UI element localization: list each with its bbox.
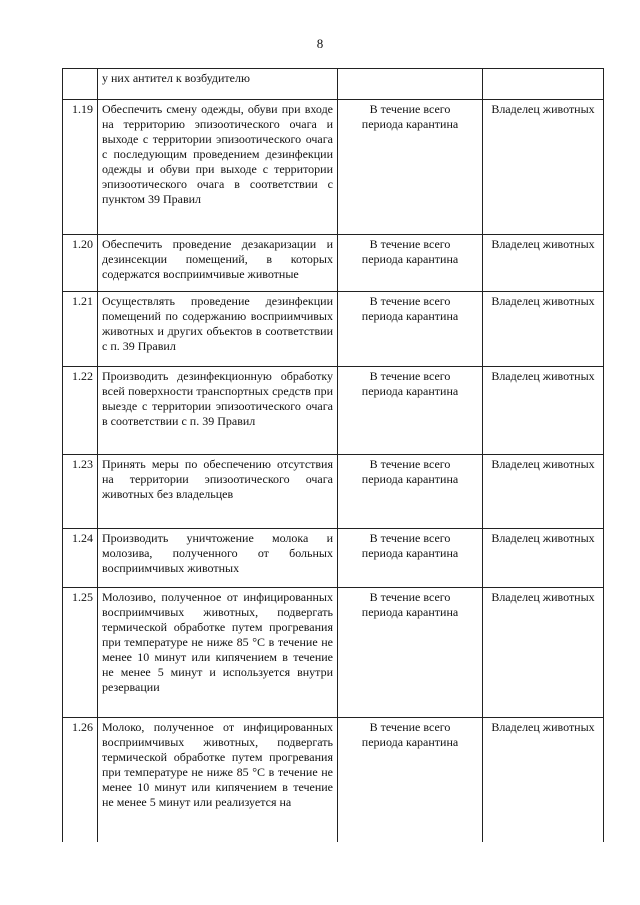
row-term-cell xyxy=(338,455,483,529)
row-action: Осуществлять проведение дезинфекции помещений по содержанию восприимчивых животных и других объектов в соответствии с п. 39 Правил xyxy=(102,294,333,353)
row-action: Молоко, полученное от инфицированных восприимчивых животных, подвергать термической обработке путем прогревания при температуре не ниже 85 °С в течение не менее 10 минут или кипячением в течение не менее 5 минут или реализуется на xyxy=(102,720,333,809)
row-responsible-cell xyxy=(483,100,604,235)
row-number: 1.22 xyxy=(72,369,93,383)
row-action: Производить уничтожение молока и молозива, полученного от больных восприимчивых животных xyxy=(102,531,333,575)
row-responsible: Владелец животных xyxy=(491,369,595,383)
table-row xyxy=(63,292,604,367)
row-responsible-cell xyxy=(483,69,604,100)
row-number: 1.23 xyxy=(72,457,93,471)
row-term: В течение всего периода карантина xyxy=(361,457,459,486)
table-row xyxy=(63,588,604,718)
table-row xyxy=(63,235,604,292)
row-number: 1.19 xyxy=(72,102,93,116)
row-responsible-cell xyxy=(483,455,604,529)
row-responsible-cell xyxy=(483,235,604,292)
row-term-cell xyxy=(338,235,483,292)
row-number-cell xyxy=(63,367,98,455)
row-action: Обеспечить проведение дезакаризации и дезинсекции помещений, в которых содержатся восприимчивые животные xyxy=(102,237,333,281)
row-number-cell xyxy=(63,69,98,100)
row-number: 1.25 xyxy=(72,590,93,604)
row-responsible: Владелец животных xyxy=(491,457,595,471)
row-number-cell xyxy=(63,718,98,842)
row-responsible: Владелец животных xyxy=(491,294,595,308)
row-responsible-cell xyxy=(483,588,604,718)
row-action-cell xyxy=(98,292,338,367)
row-action-cell xyxy=(98,718,338,842)
row-responsible-cell xyxy=(483,718,604,842)
row-action: Производить дезинфекционную обработку всей поверхности транспортных средств при выезде с территории эпизоотического очага в соответствии с п. 39 Правил xyxy=(102,369,333,428)
table-row xyxy=(63,718,604,842)
row-number: 1.26 xyxy=(72,720,93,734)
row-term: В течение всего периода карантина xyxy=(361,369,459,398)
row-number-cell xyxy=(63,588,98,718)
table-row xyxy=(63,529,604,588)
table-row xyxy=(63,367,604,455)
row-term: В течение всего периода карантина xyxy=(361,531,459,560)
row-term: В течение всего периода карантина xyxy=(361,294,459,323)
row-responsible: Владелец животных xyxy=(491,237,595,251)
row-action: у них антител к возбудителю xyxy=(102,71,250,85)
row-number-cell xyxy=(63,292,98,367)
table-row xyxy=(63,69,604,100)
row-number-cell xyxy=(63,529,98,588)
row-action-cell xyxy=(98,367,338,455)
row-term-cell xyxy=(338,588,483,718)
row-number-cell xyxy=(63,455,98,529)
row-action-cell xyxy=(98,529,338,588)
row-number: 1.20 xyxy=(72,237,93,251)
row-action: Принять меры по обеспечению отсутствия на территории эпизоотического очага животных без владельцев xyxy=(102,457,333,501)
page-number: 8 xyxy=(316,36,324,51)
row-number: 1.21 xyxy=(72,294,93,308)
row-action: Обеспечить смену одежды, обуви при входе на территорию эпизоотического очага и выходе с территории эпизоотического очага с последующим проведением дезинфекции одежды и обуви при выходе с территории эпизоотического очага в соответствии с пунктом 39 Правил xyxy=(102,102,333,206)
row-term: В течение всего периода карантина xyxy=(361,720,459,749)
row-number-cell xyxy=(63,235,98,292)
row-term-cell xyxy=(338,292,483,367)
row-term-cell xyxy=(338,367,483,455)
row-term: В течение всего периода карантина xyxy=(361,102,459,131)
row-action: Молозиво, полученное от инфицированных восприимчивых животных, подвергать термической обработке путем прогревания при температуре не ниже 85 °С в течение не менее 10 минут или кипячением в течение не менее 5 минут и используется внутри резервации xyxy=(102,590,333,694)
row-action-cell xyxy=(98,100,338,235)
row-term-cell xyxy=(338,100,483,235)
row-number-cell xyxy=(63,100,98,235)
measures-table-body xyxy=(63,69,604,842)
table-row xyxy=(63,455,604,529)
row-number: 1.24 xyxy=(72,531,93,545)
row-term-cell xyxy=(338,69,483,100)
table-row xyxy=(63,100,604,235)
row-responsible: Владелец животных xyxy=(491,720,595,734)
row-action-cell xyxy=(98,588,338,718)
row-term: В течение всего периода карантина xyxy=(361,590,459,619)
row-responsible: Владелец животных xyxy=(491,590,595,604)
row-action-cell xyxy=(98,69,338,100)
row-action-cell xyxy=(98,455,338,529)
row-action-cell xyxy=(98,235,338,292)
row-responsible: Владелец животных xyxy=(491,102,595,116)
row-responsible-cell xyxy=(483,292,604,367)
row-term: В течение всего периода карантина xyxy=(361,237,459,266)
row-responsible: Владелец животных xyxy=(491,531,595,545)
row-responsible-cell xyxy=(483,529,604,588)
measures-table xyxy=(62,68,604,842)
row-responsible-cell xyxy=(483,367,604,455)
row-term-cell xyxy=(338,718,483,842)
row-term-cell xyxy=(338,529,483,588)
